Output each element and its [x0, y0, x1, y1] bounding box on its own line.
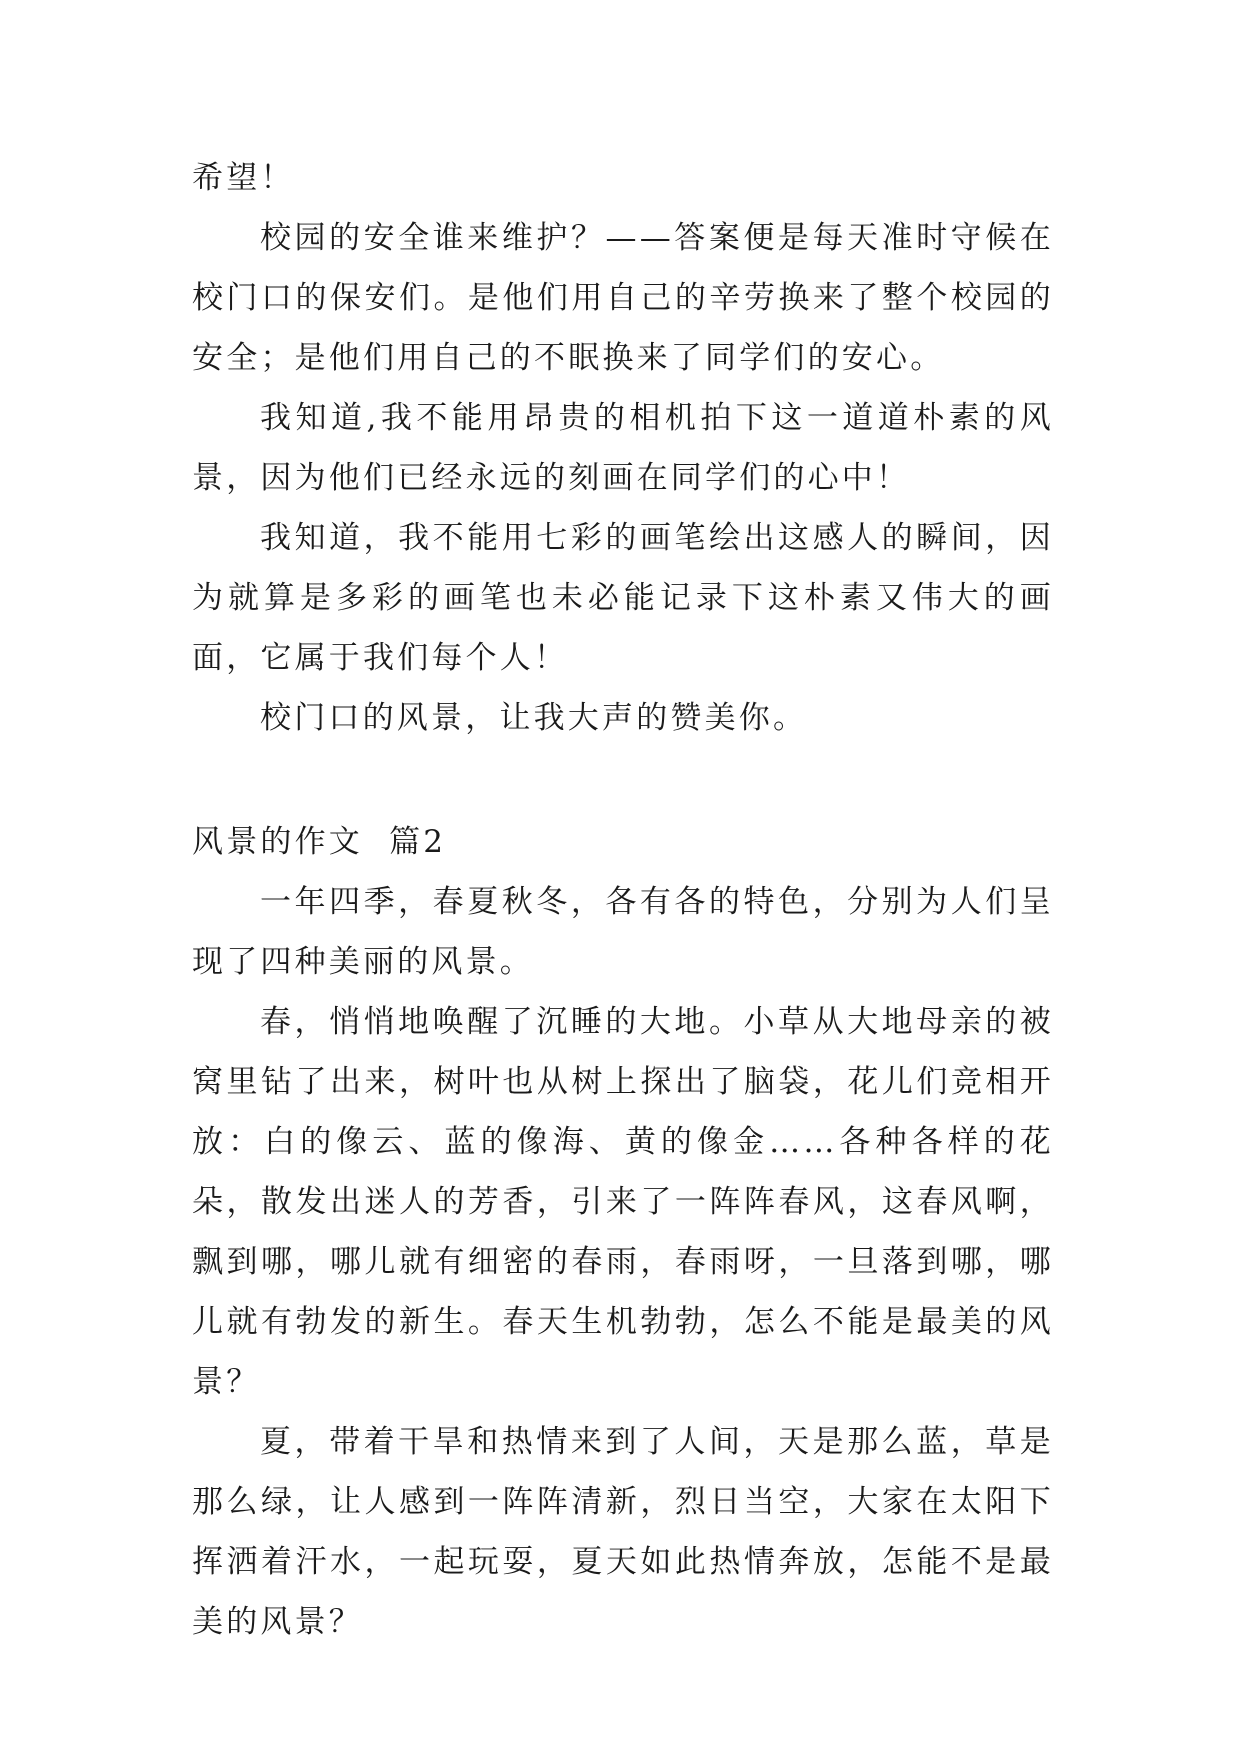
paragraph: 校园的安全谁来维护？——答案便是每天准时守候在校门口的保安们。是他们用自己的辛劳换来了整个校园的安全；是他们用自己的不眠换来了同学们的安心。 [192, 220, 1054, 376]
paragraph: 我知道，我不能用七彩的画笔绘出这感人的瞬间，因为就算是多彩的画笔也未必能记录下这朴素又伟大的画面，它属于我们每个人！ [192, 520, 1054, 676]
document-page [192, 148, 1054, 1652]
paragraph: 一年四季，春夏秋冬，各有各的特色，分别为人们呈现了四种美丽的风景。 [192, 884, 1054, 980]
paragraph: 校门口的风景，让我大声的赞美你。 [260, 700, 808, 736]
paragraph: 春，悄悄地唤醒了沉睡的大地。小草从大地母亲的被窝里钻了出来，树叶也从树上探出了脑袋，花儿们竞相开放：白的像云、蓝的像海、黄的像金……各种各样的花朵，散发出迷人的芳香，引来了一阵阵春风，这春风啊，飘到哪，哪儿就有细密的春雨，春雨呀，一旦落到哪，哪儿就有勃发的新生。春天生机勃勃，怎么不能是最美的风景？ [192, 1004, 1054, 1400]
paragraph: 我知道,我不能用昂贵的相机拍下这一道道朴素的风景，因为他们已经永远的刻画在同学们的心中！ [192, 400, 1054, 496]
paragraph-fragment: 希望！ [192, 160, 295, 196]
section-heading: 风景的作文 篇2 [192, 824, 447, 860]
paragraph: 夏，带着干旱和热情来到了人间，天是那么蓝，草是那么绿，让人感到一阵阵清新，烈日当空，大家在太阳下挥洒着汗水，一起玩耍，夏天如此热情奔放，怎能不是最美的风景？ [192, 1424, 1054, 1640]
